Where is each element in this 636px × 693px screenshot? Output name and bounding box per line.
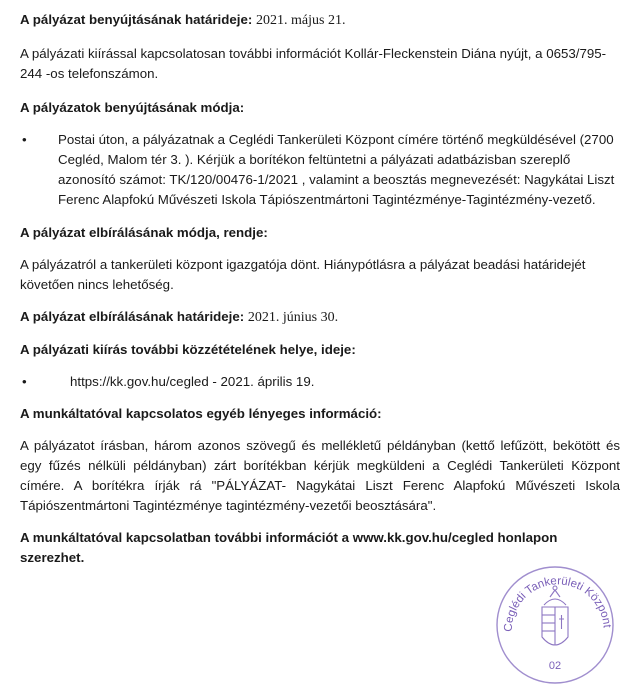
evaluation-deadline-line [20, 307, 620, 328]
submission-heading: A pályázatok benyújtásának módja: [20, 100, 245, 115]
document-page [20, 4, 620, 568]
other-info-heading: A munkáltatóval kapcsolatos egyéb lényeges információ: [20, 406, 382, 421]
publication-link: https://kk.gov.hu/cegled - 2021. április 19. [70, 374, 315, 389]
info-contact: A pályázati kiírással kapcsolatosan további információt Kollár-Fleckenstein Diána nyújt, a 0653/795-244 -os telefonszámon. [20, 46, 607, 81]
closing-line: A munkáltatóval kapcsolatban további információt a www.kk.gov.hu/cegled honlapon szerezhet. [20, 530, 558, 565]
stamp-text: Ceglédi Tankerületi Központ [502, 575, 613, 632]
stamp-svg [490, 557, 620, 687]
other-info-text: A pályázatot írásban, három azonos szövegű és mellékletű példányban (kettő lefűzött, bekötött és egy fűzés nélküli példányban) zárt borítékban kérjük megküldeni a Ceglédi Tankerületi Központ címére. A borítékra írják rá "PÁLYÁZAT- Nagykátai Liszt Ferenc Alapfokú Művészeti Iskola Tápiószentmártoni Tagintézménye tagintézmény-vezetői beosztására". [20, 438, 620, 513]
stamp-number: 02 [548, 660, 562, 672]
deadline-label: A pályázat benyújtásának határideje: [20, 12, 253, 27]
submission-text: Postai úton, a pályázatnak a Ceglédi Tankerületi Központ címére történő megküldésével (2700 Cegléd, Malom tér 3. ). Kérjük a borítékon feltüntetni a pályázati adatbázisban szereplő azonosító számot: TK/120/00476-1/2021 , valamint a beosztás megnevezését: Nagykátai Liszt Ferenc Alapfokú Művészeti Iskola Tápiószentmártoni Tagintézménye-Tagintézmény-vezető. [58, 132, 615, 207]
evaluation-heading: A pályázat elbírálásának módja, rendje: [20, 225, 268, 240]
publication-heading: A pályázati kiírás további közzétételének helye, ideje: [20, 342, 356, 357]
hungarian-coat-of-arms-icon [542, 586, 568, 645]
evaluation-deadline-value: 2021. június 30. [247, 310, 339, 325]
deadline-value: 2021. május 21. [256, 13, 346, 28]
bullet-marker: • [22, 374, 27, 389]
official-stamp [490, 557, 620, 687]
publication-bullet-item [20, 372, 620, 392]
bullet-marker: • [22, 132, 27, 147]
evaluation-deadline-label: A pályázat elbírálásának határideje: [20, 309, 245, 324]
submission-bullet-item [20, 130, 620, 210]
evaluation-text: A pályázatról a tankerületi központ igazgatója dönt. Hiánypótlásra a pályázat beadási határidejét követően nincs lehetőség. [20, 257, 586, 292]
deadline-line [20, 10, 620, 31]
